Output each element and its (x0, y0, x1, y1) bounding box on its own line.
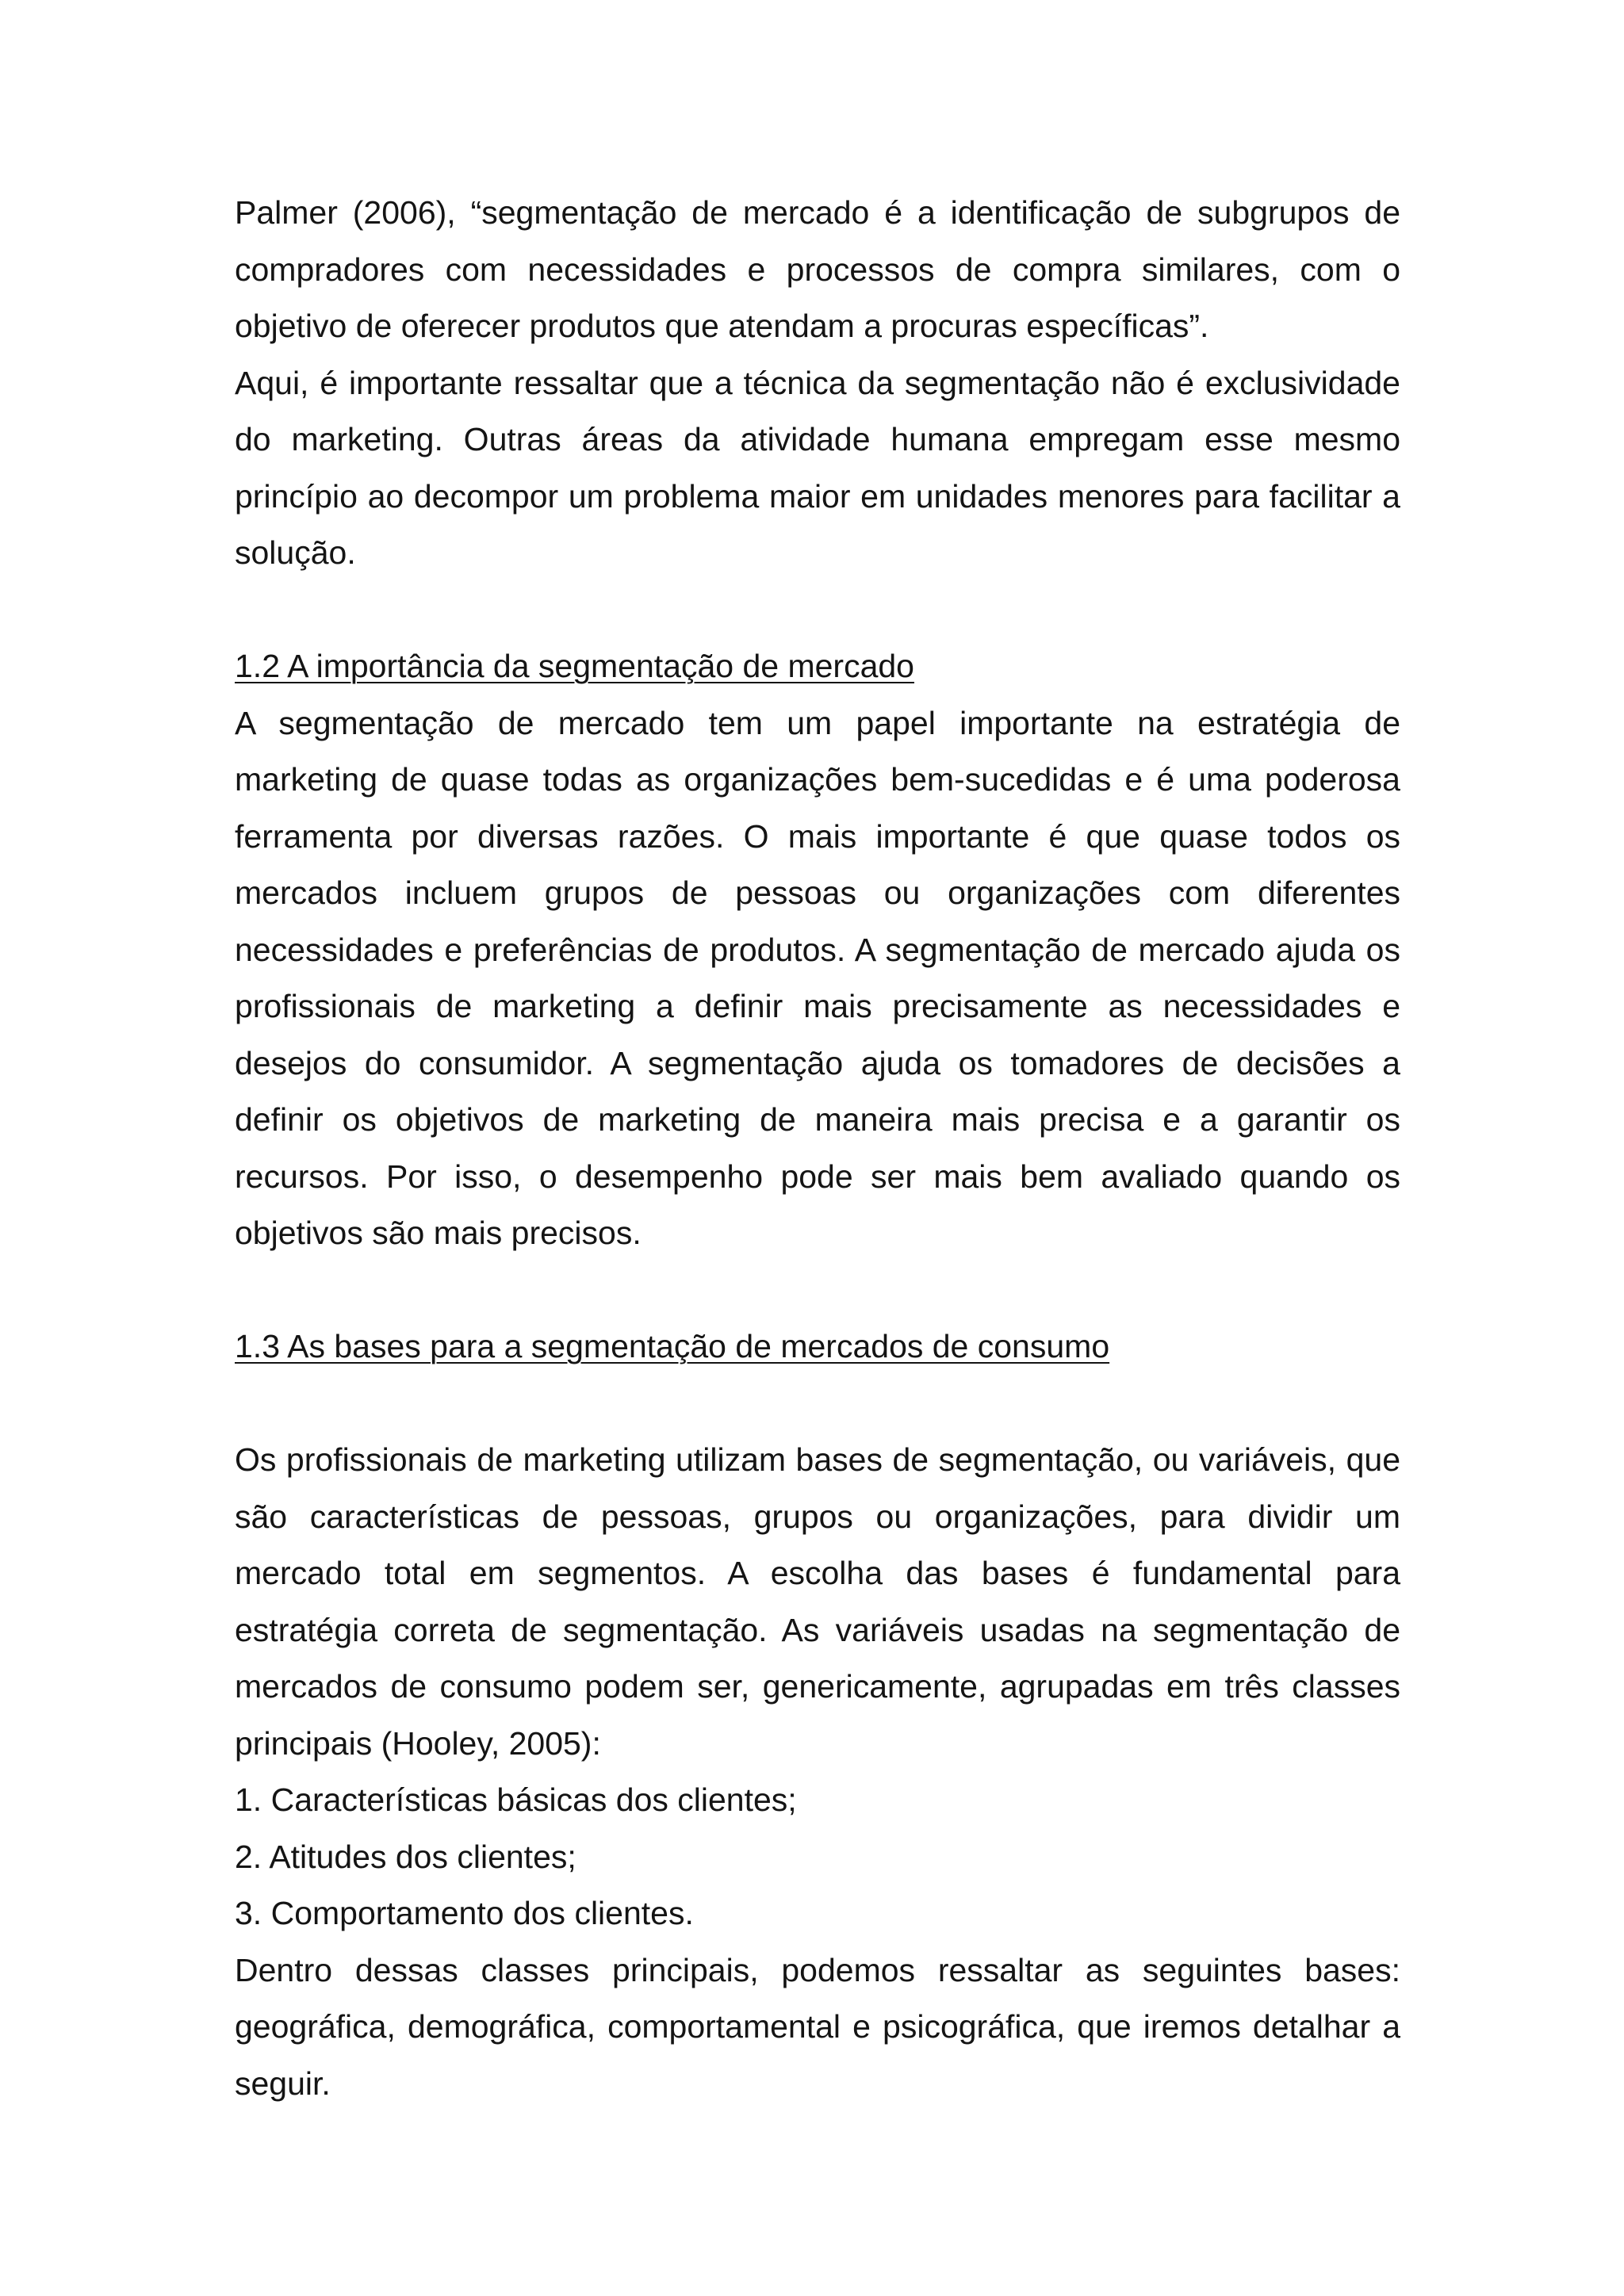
spacer (235, 1376, 1400, 1433)
paragraph-bases: Os profissionais de marketing utilizam bases de segmentação, ou variáveis, que são características de pessoas, grupos ou organizações, para dividir um mercado total em segmentos. A escolha das bases é fundamental para estratégia correta de segmentação. As variáveis usadas na segmentação de mercados de consumo podem ser, genericamente, agrupadas em três classes principais (Hooley, 2005): (235, 1441, 1400, 1762)
spacer (235, 582, 1400, 639)
spacer (235, 1262, 1400, 1319)
document-body (235, 185, 1400, 2112)
list-item: 2. Atitudes dos clientes; (235, 1838, 576, 1875)
paragraph-palmer-quote: Palmer (2006), “segmentação de mercado é a identificação de subgrupos de compradores com necessidades e processos de compra similares, com o objetivo de oferecer produtos que atendam a procuras específicas”. (235, 194, 1400, 344)
list-item: 3. Comportamento dos clientes. (235, 1895, 694, 1931)
section-heading-1-3: 1.3 As bases para a segmentação de mercados de consumo (235, 1328, 1110, 1364)
section-heading-1-2: 1.2 A importância da segmentação de mercado (235, 648, 914, 684)
list-item: 1. Características básicas dos clientes; (235, 1781, 797, 1818)
paragraph-importance: A segmentação de mercado tem um papel importante na estratégia de marketing de quase todas as organizações bem-sucedidas e é uma poderosa ferramenta por diversas razões. O mais importante é que quase todos os mercados incluem grupos de pessoas ou organizações com diferentes necessidades e preferências de produtos. A segmentação de mercado ajuda os profissionais de marketing a definir mais precisamente as necessidades e desejos do consumidor. A segmentação ajuda os tomadores de decisões a definir os objetivos de marketing de maneira mais precisa e a garantir os recursos. Por isso, o desempenho pode ser mais bem avaliado quando os objetivos são mais precisos. (235, 704, 1400, 1251)
paragraph-closing: Dentro dessas classes principais, podemos ressaltar as seguintes bases: geográfica, demográfica, comportamental e psicográfica, que iremos detalhar a seguir. (235, 1951, 1400, 2102)
paragraph-segmentation-note: Aqui, é importante ressaltar que a técnica da segmentação não é exclusividade do marketing. Outras áreas da atividade humana empregam esse mesmo princípio ao decompor um problema maior em unidades menores para facilitar a solução. (235, 364, 1400, 571)
